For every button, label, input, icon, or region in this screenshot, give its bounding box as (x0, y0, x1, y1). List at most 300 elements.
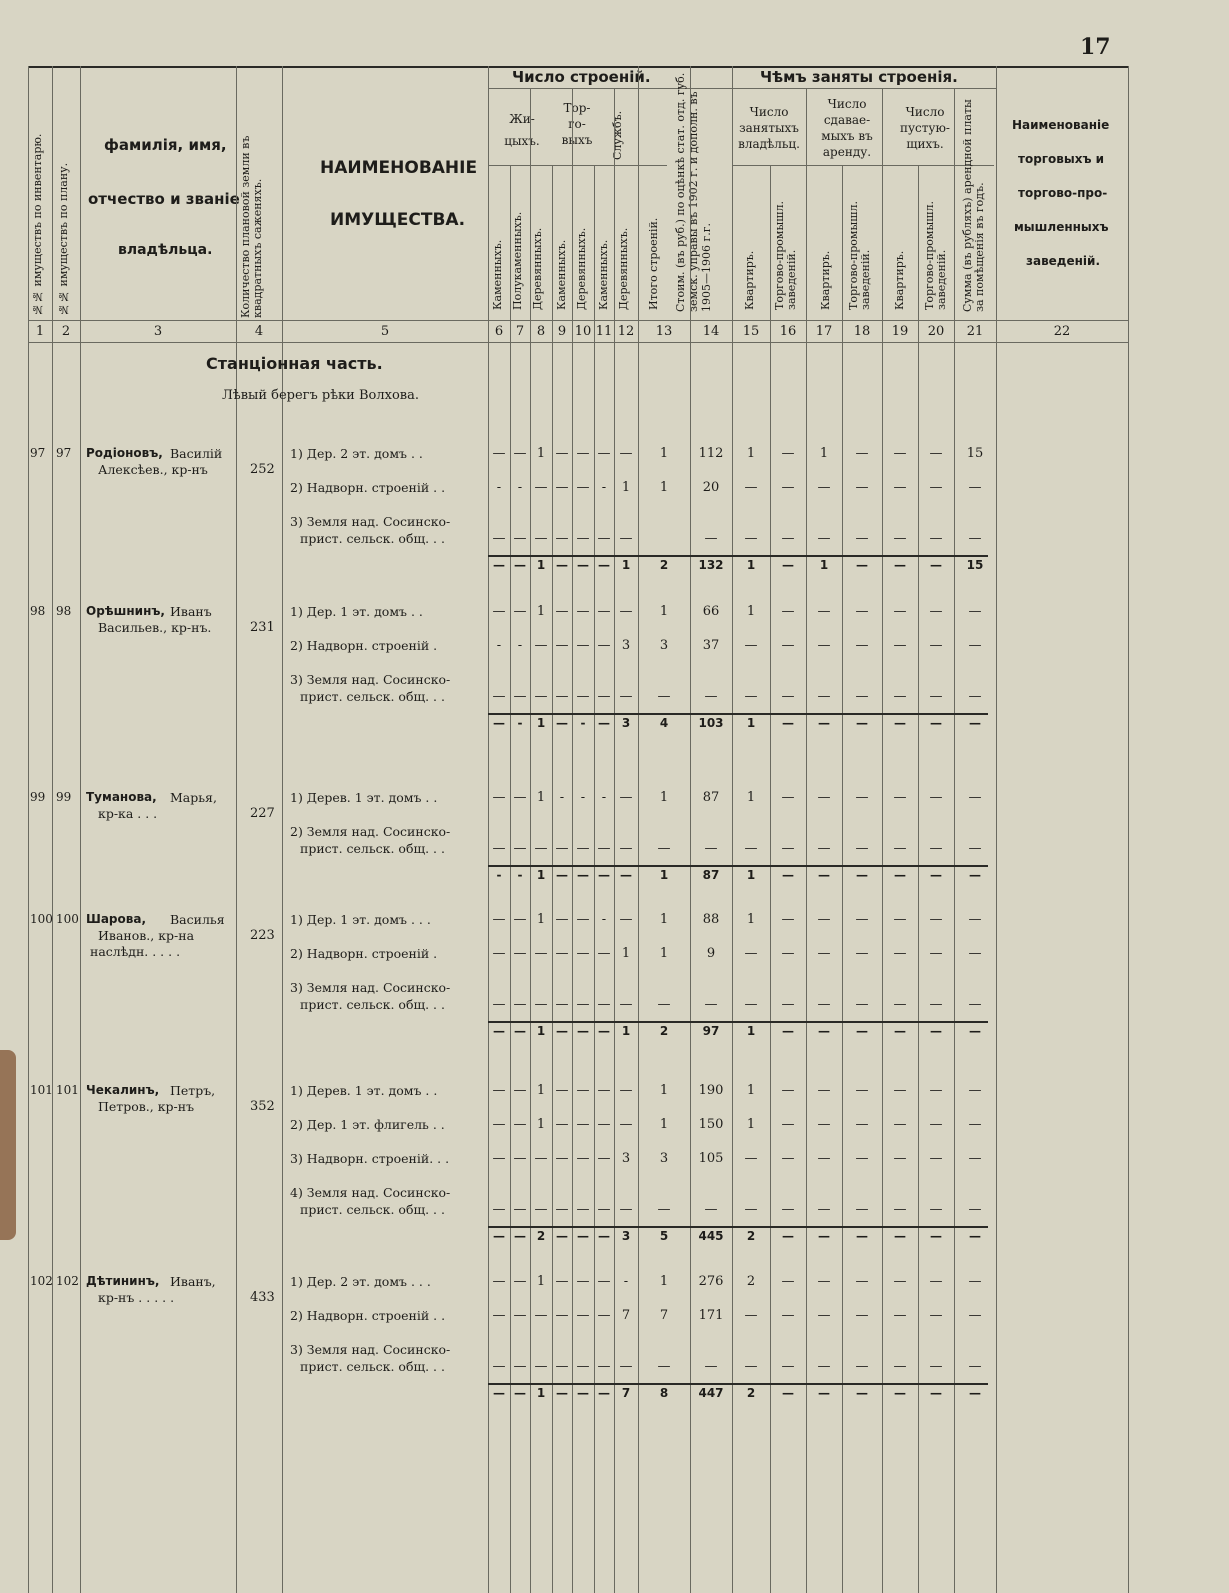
value-cell: — (781, 531, 795, 546)
total-cell: — (818, 1229, 830, 1243)
header-col7: Полукаменныхъ. (511, 211, 524, 310)
header-col22-line5: заведеній. (1026, 254, 1101, 268)
land-area: 352 (250, 1099, 275, 1114)
value-cell: — (893, 1359, 907, 1374)
value-cell: — (619, 604, 633, 619)
value-cell: — (929, 1083, 943, 1098)
value-cell: — (555, 1202, 569, 1217)
total-cell: — (577, 1386, 589, 1400)
value-cell: — (555, 997, 569, 1012)
value-cell: — (513, 1359, 527, 1374)
value-cell: — (704, 997, 718, 1012)
value-cell: — (619, 1359, 633, 1374)
value-cell: — (817, 841, 831, 856)
value-cell: — (781, 689, 795, 704)
total-cell: — (514, 1386, 526, 1400)
value-cell: — (781, 1202, 795, 1217)
value-cell: — (534, 638, 548, 653)
total-cell: 1 (746, 1024, 756, 1038)
total-rule (488, 713, 988, 715)
value-cell: — (817, 1359, 831, 1374)
value-cell: — (744, 531, 758, 546)
total-cell: — (856, 1386, 868, 1400)
value-cell: — (576, 997, 590, 1012)
value-cell: — (534, 1202, 548, 1217)
plan-number: 98 (56, 604, 72, 618)
value-cell: 1 (536, 1274, 546, 1289)
value-cell: — (576, 1151, 590, 1166)
value-cell: — (781, 1308, 795, 1323)
value-cell: — (657, 1202, 671, 1217)
header-group-count: Число строеній. (512, 68, 651, 86)
value-cell: — (744, 1202, 758, 1217)
value-cell: 276 (698, 1274, 724, 1289)
value-cell: 1 (659, 1083, 669, 1098)
value-cell: — (492, 997, 506, 1012)
value-cell: — (893, 946, 907, 961)
value-cell: — (597, 1308, 611, 1323)
header-col3-line3: владѣльца. (118, 242, 213, 258)
total-cell: 1 (536, 716, 546, 730)
owner-line3: наслѣдн. . . . . (90, 944, 181, 959)
total-cell: — (577, 558, 589, 572)
total-cell: — (894, 868, 906, 882)
column-number: 21 (966, 324, 984, 339)
property-item: 3) Земля над. Сосинско- (290, 514, 451, 529)
header-col22-line1: Наименованіе (1012, 118, 1110, 132)
value-cell: — (555, 1117, 569, 1132)
value-cell: — (855, 531, 869, 546)
value-cell: 1 (621, 480, 631, 495)
value-cell: — (576, 912, 590, 927)
total-cell: — (620, 868, 632, 882)
total-cell: — (818, 1024, 830, 1038)
value-cell: — (619, 1202, 633, 1217)
property-item: 1) Дерев. 1 эт. домъ . . (290, 1083, 438, 1098)
value-cell: — (929, 1359, 943, 1374)
header-col2: №№ имуществъ по плану. (57, 162, 70, 316)
value-cell: — (492, 446, 506, 461)
value-cell: — (968, 531, 982, 546)
value-cell: — (855, 841, 869, 856)
value-cell: 171 (698, 1308, 724, 1323)
total-cell: 1 (536, 1386, 546, 1400)
value-cell: — (619, 1083, 633, 1098)
value-cell: — (929, 912, 943, 927)
header-col6: Каменныхъ. (491, 239, 504, 310)
value-cell: — (744, 841, 758, 856)
value-cell: — (513, 689, 527, 704)
section-subtitle: Лѣвый берегъ рѣки Волхова. (222, 388, 419, 403)
value-cell: — (893, 1083, 907, 1098)
value-cell: — (657, 689, 671, 704)
inventory-number: 101 (30, 1083, 53, 1097)
value-cell: — (893, 531, 907, 546)
value-cell: — (893, 912, 907, 927)
value-cell: — (817, 531, 831, 546)
value-cell: — (534, 1359, 548, 1374)
value-cell: — (744, 997, 758, 1012)
value-cell: — (555, 912, 569, 927)
value-cell: — (781, 480, 795, 495)
total-cell: — (577, 868, 589, 882)
total-rule (488, 1383, 988, 1385)
value-cell: — (534, 1308, 548, 1323)
value-cell: 7 (621, 1308, 631, 1323)
owner-line2: Васильев., кр-нъ. (98, 620, 212, 635)
value-cell: — (855, 638, 869, 653)
header-col3-line1: фамилія, имя, (104, 136, 227, 154)
value-cell: — (893, 841, 907, 856)
total-cell: — (514, 1024, 526, 1038)
header-sub-rented: Число сдавае- мыхъ въ аренду. (821, 97, 873, 159)
owner-name: Василья (170, 912, 225, 927)
value-cell: — (534, 531, 548, 546)
value-cell: 15 (966, 446, 984, 461)
value-cell: — (744, 1308, 758, 1323)
value-cell: 37 (702, 638, 720, 653)
value-cell: 1 (536, 446, 546, 461)
value-cell: — (492, 946, 506, 961)
value-cell: — (817, 638, 831, 653)
value-cell: — (781, 790, 795, 805)
total-cell: 3 (621, 1229, 631, 1243)
total-cell: 8 (659, 1386, 669, 1400)
header-col5-line2: ИМУЩЕСТВА. (330, 210, 466, 230)
value-cell: — (781, 1359, 795, 1374)
total-cell: 2 (659, 1024, 669, 1038)
total-cell: 1 (621, 1024, 631, 1038)
value-cell: — (555, 446, 569, 461)
header-col22-line3: торгово-про- (1018, 186, 1108, 200)
value-cell: — (893, 446, 907, 461)
plan-number: 97 (56, 446, 72, 460)
value-cell: — (968, 946, 982, 961)
value-cell: 3 (659, 638, 669, 653)
total-cell: 132 (698, 558, 724, 572)
value-cell: 87 (702, 790, 720, 805)
total-cell: — (598, 1229, 610, 1243)
value-cell: — (534, 841, 548, 856)
header-col22-line2: торговыхъ и (1018, 152, 1105, 166)
value-cell: — (817, 1308, 831, 1323)
header-group-occupied: Чѣмъ заняты строенія. (760, 68, 958, 86)
total-cell: 4 (659, 716, 669, 730)
value-cell: — (893, 997, 907, 1012)
value-cell: — (968, 604, 982, 619)
owner-name: Василій (170, 446, 223, 461)
total-cell: — (493, 558, 505, 572)
value-cell: 3 (621, 1151, 631, 1166)
total-cell: 1 (746, 558, 756, 572)
value-cell: — (855, 1202, 869, 1217)
value-cell: — (492, 912, 506, 927)
value-cell: 1 (536, 604, 546, 619)
value-cell: — (929, 480, 943, 495)
column-number: 15 (742, 324, 760, 339)
value-cell: — (492, 1083, 506, 1098)
value-cell: — (929, 689, 943, 704)
value-cell: 1 (536, 1117, 546, 1132)
column-rule (52, 66, 53, 1593)
value-cell: — (492, 1308, 506, 1323)
value-cell: 88 (702, 912, 720, 927)
page-number: 17 (1080, 34, 1111, 60)
total-cell: — (856, 716, 868, 730)
property-item-cont: прист. сельск. общ. . . (300, 997, 445, 1012)
value-cell: — (492, 1151, 506, 1166)
total-rule (488, 865, 988, 867)
value-cell: — (704, 1202, 718, 1217)
value-cell: — (968, 1083, 982, 1098)
total-cell: 447 (698, 1386, 724, 1400)
column-number: 5 (380, 324, 390, 339)
value-cell: 20 (702, 480, 720, 495)
value-cell: — (968, 480, 982, 495)
value-cell: — (513, 1202, 527, 1217)
value-cell: — (855, 1359, 869, 1374)
value-cell: — (929, 1117, 943, 1132)
total-cell: — (556, 1386, 568, 1400)
value-cell: — (576, 1274, 590, 1289)
value-cell: — (576, 638, 590, 653)
value-cell: — (555, 1151, 569, 1166)
value-cell: 1 (659, 1274, 669, 1289)
owner-name: Иванъ (170, 604, 212, 619)
column-rule (1128, 66, 1129, 1593)
value-cell: — (968, 689, 982, 704)
value-cell: — (576, 446, 590, 461)
value-cell: — (619, 841, 633, 856)
value-cell: — (619, 446, 633, 461)
value-cell: — (657, 997, 671, 1012)
header-col18: Торгово-промышл. заведеній. (847, 201, 872, 310)
value-cell: — (968, 790, 982, 805)
value-cell: — (513, 446, 527, 461)
owner-surname: Дѣтининъ, (86, 1274, 160, 1288)
property-item: 3) Земля над. Сосинско- (290, 1342, 451, 1357)
value-cell: — (492, 790, 506, 805)
value-cell: — (597, 1083, 611, 1098)
value-cell: - (559, 790, 565, 805)
total-cell: — (894, 1229, 906, 1243)
header-col15: Квартиръ. (743, 250, 756, 310)
property-item: 2) Земля над. Сосинско- (290, 824, 451, 839)
value-cell: — (657, 1359, 671, 1374)
total-cell: — (493, 716, 505, 730)
value-cell: 3 (659, 1151, 669, 1166)
value-cell: — (555, 604, 569, 619)
value-cell: 1 (659, 912, 669, 927)
value-cell: — (555, 531, 569, 546)
value-cell: — (513, 604, 527, 619)
value-cell: — (492, 1202, 506, 1217)
value-cell: — (817, 689, 831, 704)
value-cell: — (781, 1151, 795, 1166)
column-number: 6 (494, 324, 504, 339)
column-rule (282, 66, 283, 1593)
value-cell: — (704, 531, 718, 546)
total-cell: — (782, 868, 794, 882)
header-col12: Деревянныхъ. (617, 227, 630, 310)
value-cell: — (513, 1117, 527, 1132)
total-cell: - (580, 716, 586, 730)
total-cell: 2 (746, 1386, 756, 1400)
header-col9: Каменныхъ. (555, 239, 568, 310)
value-cell: — (817, 480, 831, 495)
total-cell: — (894, 558, 906, 572)
inventory-number: 98 (30, 604, 46, 618)
value-cell: — (968, 638, 982, 653)
header-col5-line1: НАИМЕНОВАНІЕ (320, 158, 478, 178)
total-cell: — (577, 1229, 589, 1243)
property-item-cont: прист. сельск. общ. . . (300, 689, 445, 704)
column-number: 18 (853, 324, 871, 339)
total-rule (488, 1021, 988, 1023)
total-cell: — (856, 558, 868, 572)
value-cell: — (929, 1274, 943, 1289)
value-cell: — (534, 1151, 548, 1166)
total-cell: 1 (621, 558, 631, 572)
inventory-number: 100 (30, 912, 53, 926)
inventory-number: 102 (30, 1274, 53, 1288)
value-cell: — (619, 997, 633, 1012)
total-cell: - (496, 868, 502, 882)
total-cell: — (856, 1229, 868, 1243)
value-cell: — (744, 480, 758, 495)
header-col17: Квартиръ. (819, 250, 832, 310)
owner-surname: Орѣшнинъ, (86, 604, 165, 618)
value-cell: — (597, 1274, 611, 1289)
total-cell: 1 (659, 868, 669, 882)
value-cell: — (492, 689, 506, 704)
value-cell: — (893, 1308, 907, 1323)
header-col13: Итого строеній. (647, 217, 660, 310)
value-cell: - (517, 480, 523, 495)
total-cell: — (782, 1229, 794, 1243)
value-cell: — (893, 689, 907, 704)
header-sub-living: Жи- цыхъ. (504, 112, 540, 148)
property-item: 3) Земля над. Сосинско- (290, 980, 451, 995)
value-cell: — (817, 604, 831, 619)
total-cell: — (930, 1386, 942, 1400)
column-rule (28, 66, 29, 1593)
total-cell: — (894, 716, 906, 730)
value-cell: — (968, 1359, 982, 1374)
total-rule (488, 1226, 988, 1228)
value-cell: — (619, 790, 633, 805)
value-cell: — (781, 946, 795, 961)
value-cell: — (555, 946, 569, 961)
value-cell: — (781, 446, 795, 461)
value-cell: — (555, 638, 569, 653)
total-cell: — (969, 1229, 981, 1243)
value-cell: — (855, 1083, 869, 1098)
value-cell: — (855, 946, 869, 961)
value-cell: 1 (536, 790, 546, 805)
total-cell: 97 (702, 1024, 720, 1038)
total-cell: 2 (659, 558, 669, 572)
header-col3-line2: отчество и званіе (88, 190, 240, 208)
value-cell: — (968, 1202, 982, 1217)
value-cell: — (576, 531, 590, 546)
property-item: 2) Надворн. строеній . (290, 638, 438, 653)
total-cell: — (493, 1229, 505, 1243)
plan-number: 100 (56, 912, 79, 926)
value-cell: — (744, 1151, 758, 1166)
header-col4: Количество плановой земли въ квадратныхъ саженяхъ. (239, 135, 264, 318)
value-cell: - (623, 1274, 629, 1289)
header-sub-trade: Тор- го- выхъ (561, 101, 593, 147)
value-cell: — (855, 1151, 869, 1166)
header-col22-line4: мышленныхъ (1014, 220, 1109, 234)
value-cell: — (817, 1151, 831, 1166)
value-cell: 1 (746, 1117, 756, 1132)
total-cell: — (782, 716, 794, 730)
value-cell: — (855, 790, 869, 805)
value-cell: — (855, 604, 869, 619)
value-cell: 105 (698, 1151, 724, 1166)
value-cell: — (781, 1083, 795, 1098)
value-cell: — (597, 531, 611, 546)
value-cell: — (929, 531, 943, 546)
inventory-number: 97 (30, 446, 46, 460)
value-cell: 9 (706, 946, 716, 961)
value-cell: — (576, 1359, 590, 1374)
value-cell: — (704, 1359, 718, 1374)
value-cell: — (513, 1274, 527, 1289)
total-cell: 2 (746, 1229, 756, 1243)
owner-name: Петръ, (170, 1083, 216, 1098)
property-item: 1) Дер. 1 эт. домъ . . (290, 604, 423, 619)
value-cell: - (580, 790, 586, 805)
property-item: 1) Дерев. 1 эт. домъ . . (290, 790, 438, 805)
value-cell: — (492, 1274, 506, 1289)
value-cell: 190 (698, 1083, 724, 1098)
owner-surname: Туманова, (86, 790, 157, 804)
value-cell: — (817, 1274, 831, 1289)
column-number: 11 (595, 324, 613, 339)
value-cell: — (534, 997, 548, 1012)
header-sub-empty: Число пустую- щихъ. (900, 105, 950, 151)
value-cell: — (619, 912, 633, 927)
inventory-number: 99 (30, 790, 46, 804)
value-cell: — (781, 638, 795, 653)
value-cell: — (513, 1151, 527, 1166)
owner-surname: Родіоновъ, (86, 446, 163, 460)
value-cell: — (855, 689, 869, 704)
value-cell: — (576, 1202, 590, 1217)
total-cell: - (517, 868, 523, 882)
property-item: 1) Дер. 2 эт. домъ . . (290, 446, 423, 461)
value-cell: — (576, 604, 590, 619)
property-item: 2) Надворн. строеній . (290, 946, 438, 961)
value-cell: — (597, 446, 611, 461)
value-cell: — (781, 912, 795, 927)
value-cell: — (492, 841, 506, 856)
value-cell: — (744, 946, 758, 961)
value-cell: — (817, 1117, 831, 1132)
value-cell: — (513, 912, 527, 927)
value-cell: — (893, 1117, 907, 1132)
value-cell: — (968, 1151, 982, 1166)
property-item-cont: прист. сельск. общ. . . (300, 1359, 445, 1374)
owner-line2: кр-нъ . . . . . (98, 1290, 175, 1305)
value-cell: - (601, 790, 607, 805)
value-cell: — (929, 946, 943, 961)
value-cell: 2 (746, 1274, 756, 1289)
total-cell: — (598, 1024, 610, 1038)
